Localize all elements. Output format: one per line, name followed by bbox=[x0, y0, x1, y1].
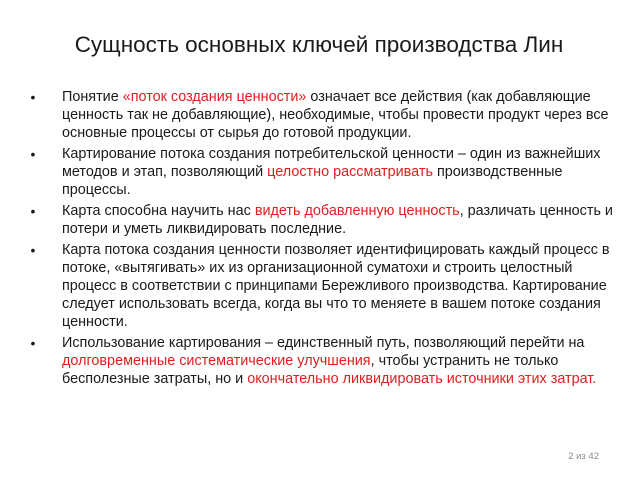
bullet-text: , различать ценность и потери и уметь ликвидировать последние. bbox=[62, 203, 613, 237]
bullet-marker: • bbox=[30, 146, 36, 162]
bullet-text: Использование картирования – единственный путь, позволяющий перейти на bbox=[62, 335, 585, 351]
bullet-marker: • bbox=[30, 242, 36, 258]
bullet-item bbox=[27, 88, 627, 142]
bullet-text: , чтобы устранить не только бесполезные затраты, но и bbox=[62, 353, 559, 387]
bullet-list bbox=[27, 88, 627, 391]
bullet-item bbox=[27, 202, 627, 238]
bullet-item bbox=[27, 145, 627, 199]
bullet-text: производственные процессы. bbox=[62, 164, 563, 198]
bullet-marker: • bbox=[30, 203, 36, 219]
bullet-item bbox=[27, 334, 627, 388]
bullet-highlight: видеть добавленную ценность bbox=[254, 203, 460, 219]
bullet-highlight: долговременные систематические улучшения bbox=[62, 353, 371, 369]
bullet-text: Понятие bbox=[62, 89, 123, 105]
bullet-item bbox=[27, 241, 627, 331]
bullet-highlight: «поток создания ценности» bbox=[122, 89, 307, 105]
slide-title: Сущность основных ключей производства Лин bbox=[74, 32, 564, 57]
bullet-text: Картирование потока создания потребительской ценности – один из важнейших методов и этап, позволяющий bbox=[62, 146, 601, 180]
page-number: 2 из 42 bbox=[568, 451, 599, 462]
bullet-marker: • bbox=[30, 335, 36, 351]
bullet-highlight: целостно рассматривать bbox=[267, 164, 433, 180]
bullet-highlight: окончательно ликвидировать источники этих затрат. bbox=[247, 371, 597, 387]
bullet-text: означает все действия (как добавляющие ценность так не добавляющие), необходимые, чтобы провести продукт через все основные процессы от сырья до готовой продукции. bbox=[62, 89, 609, 141]
bullet-text: Карта потока создания ценности позволяет идентифицировать каждый процесс в потоке, «вытягивать» их из организационной суматохи и строить целостный процесс в соответствии с принципами Бережливого производства. Картирование следует использовать всегда, когда вы что то меняете в вашем потоке создания ценности. bbox=[62, 242, 610, 330]
bullet-text: Карта способна научить нас bbox=[62, 203, 255, 219]
bullet-marker: • bbox=[30, 89, 36, 105]
